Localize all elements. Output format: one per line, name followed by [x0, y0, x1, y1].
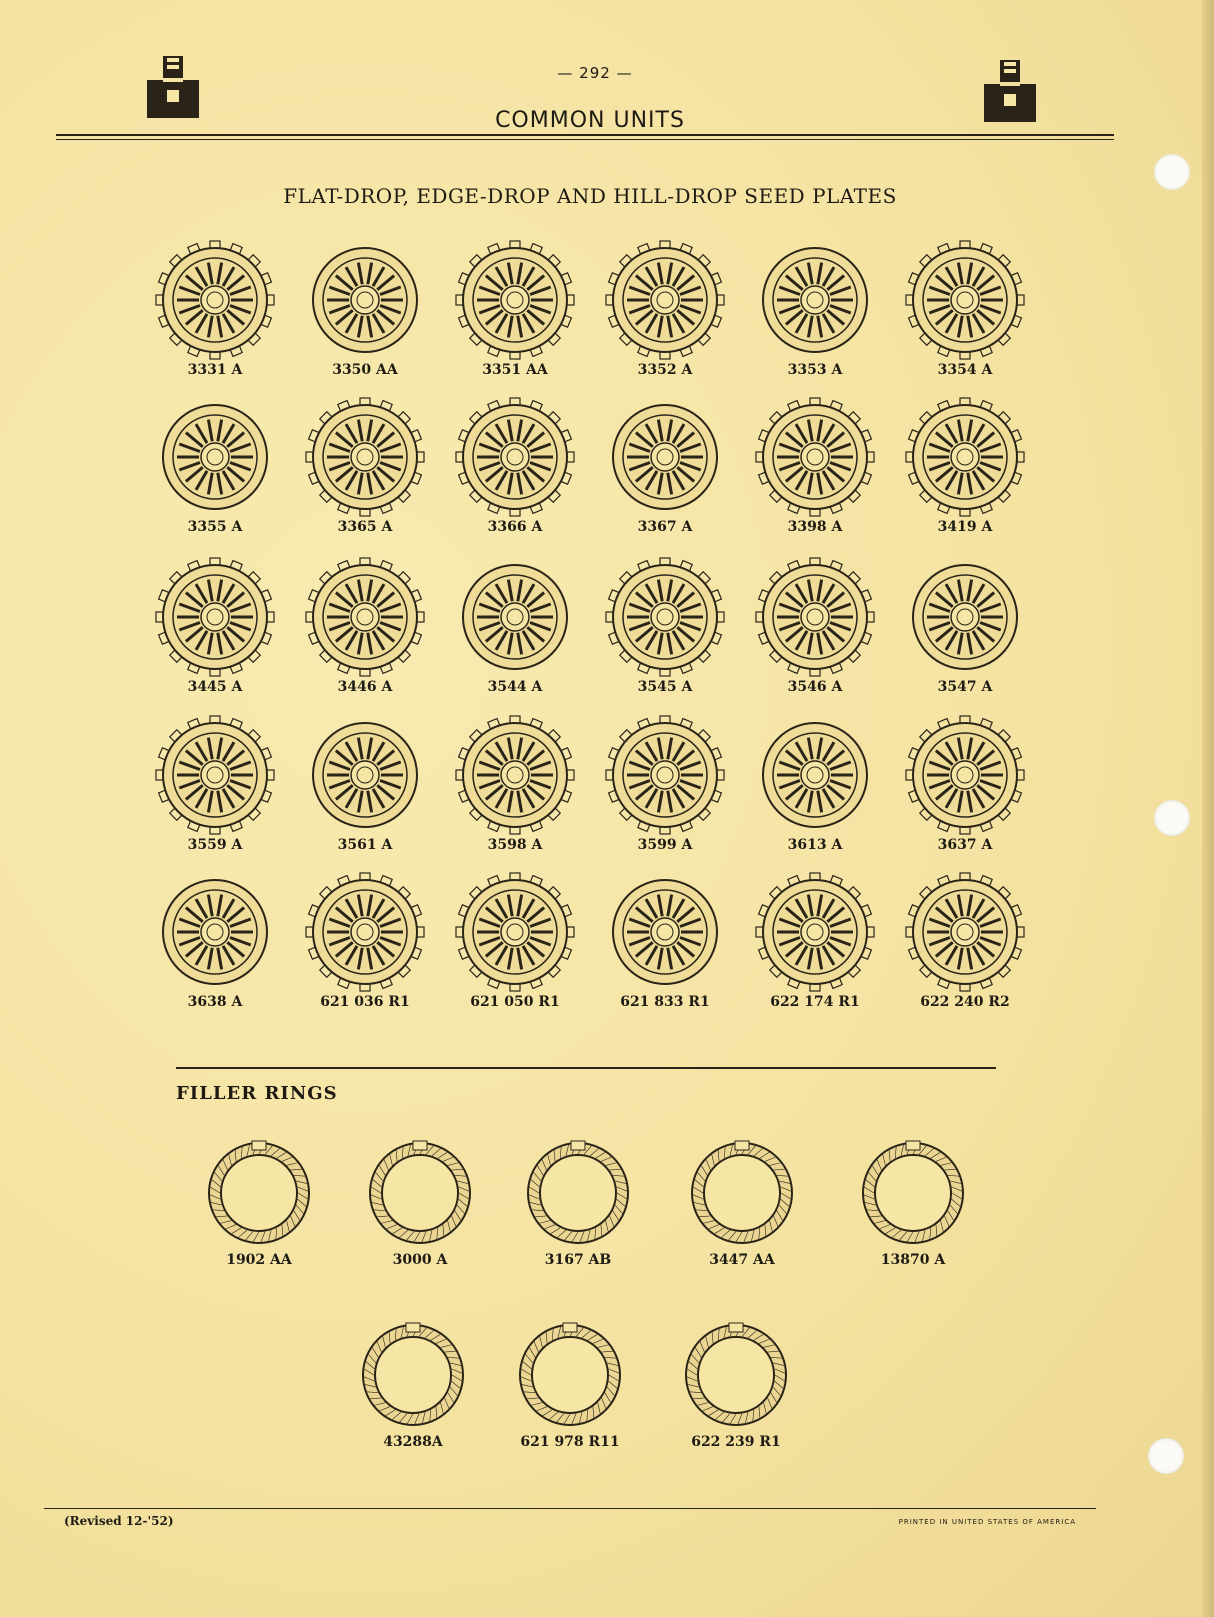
part-number: 1902 AA [226, 1252, 292, 1268]
seed-plate [890, 397, 1040, 552]
header-rule [56, 134, 1114, 140]
seed-plate-grid [140, 240, 1040, 1030]
seed-plate-icon [905, 240, 1025, 360]
part-number: 622 239 R1 [691, 1434, 781, 1450]
seed-plate-icon [455, 872, 575, 992]
seed-plate [440, 715, 590, 870]
footer-rule [44, 1508, 1096, 1509]
seed-plate [890, 240, 1040, 395]
seed-plate [440, 240, 590, 395]
seed-plate [590, 240, 740, 395]
seed-plate-icon [305, 240, 425, 360]
seed-plate-icon [455, 397, 575, 517]
part-number: 3598 A [487, 837, 543, 853]
seed-plate [590, 872, 740, 1027]
seed-plate [740, 557, 890, 712]
part-number: 43288A [383, 1434, 443, 1450]
revised-date: (Revised 12-'52) [64, 1514, 174, 1528]
part-number: 3167 AB [544, 1252, 612, 1268]
part-number: 3365 A [337, 519, 393, 535]
seed-plate [290, 872, 440, 1027]
seed-plate-icon [305, 397, 425, 517]
seed-plate [590, 557, 740, 712]
part-number: 622 240 R2 [920, 994, 1010, 1010]
seed-plate [440, 397, 590, 552]
punch-hole-top [1154, 154, 1190, 190]
seed-plate [740, 872, 890, 1027]
seed-plate-icon [155, 557, 275, 677]
seed-plate-icon [755, 872, 875, 992]
seed-plate-icon [305, 872, 425, 992]
seed-plate-icon [755, 397, 875, 517]
seed-plate-icon [755, 715, 875, 835]
seed-plate-icon [605, 397, 725, 517]
part-number: 621 833 R1 [620, 994, 710, 1010]
part-number: 3350 AA [332, 362, 398, 378]
part-number: 3561 A [337, 837, 393, 853]
part-number: 621 050 R1 [470, 994, 560, 1010]
seed-plate [140, 872, 290, 1027]
part-number: 3613 A [787, 837, 843, 853]
seed-plates-title: FLAT-DROP, EDGE-DROP AND HILL-DROP SEED PLATES [283, 184, 897, 208]
section-divider [176, 1067, 996, 1069]
seed-plate-icon [605, 240, 725, 360]
seed-plate [290, 397, 440, 552]
seed-plate [140, 397, 290, 552]
part-number: 3637 A [937, 837, 993, 853]
seed-plate-icon [755, 240, 875, 360]
seed-plate [890, 715, 1040, 870]
ih-logo-left-icon [143, 52, 203, 122]
part-number: 3547 A [937, 679, 993, 695]
page-number: — 292 — [557, 64, 633, 82]
part-number: 3367 A [637, 519, 693, 535]
part-number: 3599 A [637, 837, 693, 853]
seed-plate-icon [155, 240, 275, 360]
part-number: 13870 A [880, 1252, 946, 1268]
filler-rings-title: FILLER RINGS [176, 1083, 338, 1104]
seed-plate-icon [455, 557, 575, 677]
part-number: 3446 A [337, 679, 393, 695]
part-number: 3445 A [187, 679, 243, 695]
seed-plate-icon [455, 240, 575, 360]
part-number: 3447 AA [709, 1252, 775, 1268]
seed-plate-icon [305, 715, 425, 835]
seed-plate-icon [905, 397, 1025, 517]
seed-plate [890, 872, 1040, 1027]
part-number: 3331 A [187, 362, 243, 378]
part-number: 3544 A [487, 679, 543, 695]
seed-plate [290, 557, 440, 712]
part-number: 3351 AA [482, 362, 548, 378]
part-number: 3352 A [637, 362, 693, 378]
seed-plate-icon [155, 872, 275, 992]
seed-plate [290, 240, 440, 395]
part-number: 3398 A [787, 519, 843, 535]
punch-hole-bottom [1148, 1438, 1184, 1474]
part-number: 3638 A [187, 994, 243, 1010]
part-number: 3545 A [637, 679, 693, 695]
seed-plate-icon [605, 715, 725, 835]
seed-plate-icon [905, 715, 1025, 835]
printed-in-notice: PRINTED IN UNITED STATES OF AMERICA [898, 1518, 1076, 1526]
part-number: 3354 A [937, 362, 993, 378]
part-number: 3355 A [187, 519, 243, 535]
seed-plate-icon [605, 557, 725, 677]
seed-plate-icon [905, 872, 1025, 992]
seed-plate [740, 397, 890, 552]
section-title: COMMON UNITS [495, 108, 685, 133]
seed-plate-icon [155, 715, 275, 835]
seed-plate-icon [305, 557, 425, 677]
part-number: 621 036 R1 [320, 994, 410, 1010]
seed-plate-icon [755, 557, 875, 677]
part-number: 3546 A [787, 679, 843, 695]
seed-plate [290, 715, 440, 870]
page-edge [1202, 0, 1214, 1617]
part-number: 621 978 R11 [520, 1434, 620, 1450]
part-number: 622 174 R1 [770, 994, 860, 1010]
ih-logo-right-icon [980, 56, 1040, 126]
seed-plate [740, 240, 890, 395]
seed-plate [590, 397, 740, 552]
seed-plate-icon [455, 715, 575, 835]
part-number: 3366 A [487, 519, 543, 535]
seed-plate [140, 240, 290, 395]
part-number: 3419 A [937, 519, 993, 535]
punch-hole-middle [1154, 800, 1190, 836]
seed-plate-icon [605, 872, 725, 992]
seed-plate [590, 715, 740, 870]
seed-plate-icon [905, 557, 1025, 677]
seed-plate [440, 872, 590, 1027]
seed-plate-icon [155, 397, 275, 517]
seed-plate [140, 557, 290, 712]
seed-plate [890, 557, 1040, 712]
seed-plate [740, 715, 890, 870]
seed-plate [440, 557, 590, 712]
seed-plate [140, 715, 290, 870]
part-number: 3000 A [392, 1252, 448, 1268]
part-number: 3353 A [787, 362, 843, 378]
part-number: 3559 A [187, 837, 243, 853]
